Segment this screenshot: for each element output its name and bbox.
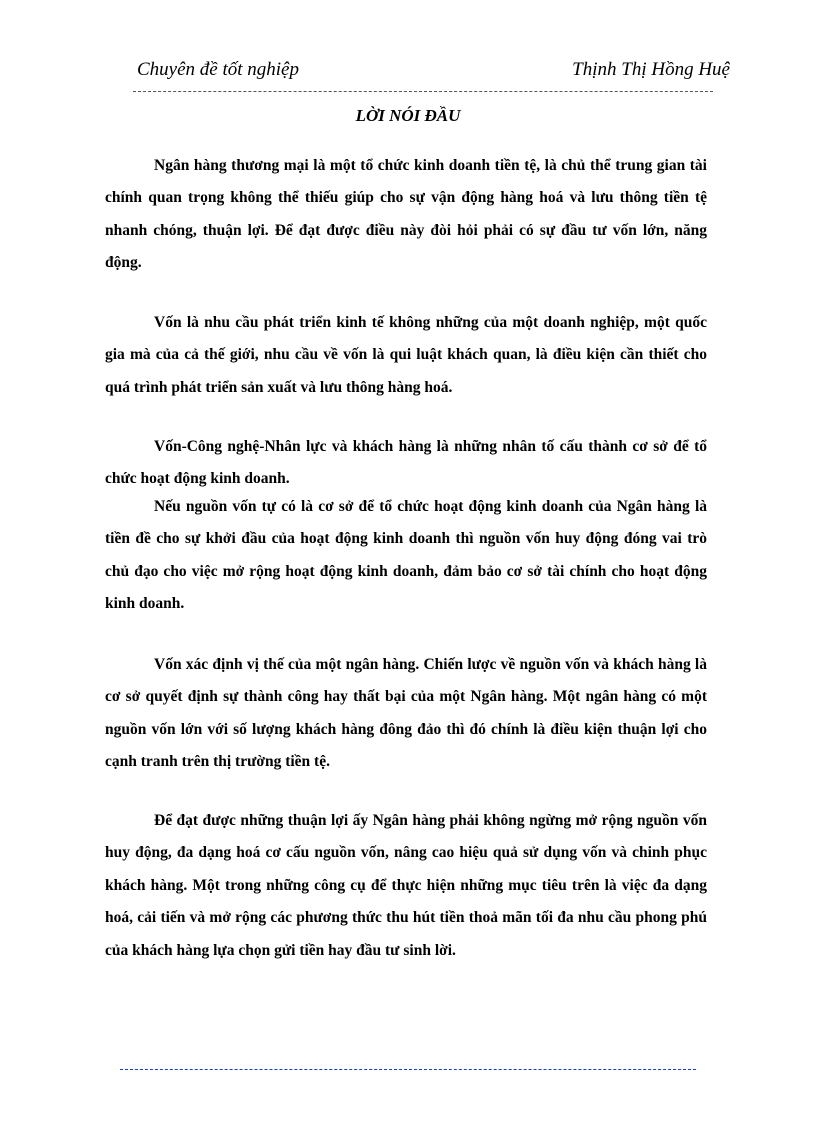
footer-divider bbox=[120, 1069, 696, 1070]
paragraph-3: Vốn-Công nghệ-Nhân lực và khách hàng là những nhân tố cấu thành cơ sở để tổ chức hoạt động kinh doanh. bbox=[105, 438, 707, 488]
paragraph-6: Để đạt được những thuận lợi ấy Ngân hàng phải không ngừng mở rộng nguồn vốn huy động, đa dạng hoá cơ cấu nguồn vốn, nâng cao hiệu quả sử dụng vốn và chinh phục khách hàng. Một trong những công cụ để thực hiện những mục tiêu trên là việc đa dạng hoá, cải tiến và mở rộng các phương thức thu hút tiền thoả mãn tối đa nhu cầu phong phú của khách hàng lựa chọn gửi tiền hay đầu tư sinh lời. bbox=[105, 812, 707, 959]
paragraph-4: Nếu nguồn vốn tự có là cơ sở để tổ chức hoạt động kinh doanh của Ngân hàng là tiền đề cho sự khởi đầu của hoạt động kinh doanh thì nguồn vốn huy động đóng vai trò chủ đạo cho việc mở rộng hoạt động kinh doanh, đảm bảo cơ sở tài chính cho hoạt động kinh doanh. bbox=[105, 498, 707, 613]
paragraph-1: Ngân hàng thương mại là một tổ chức kinh doanh tiền tệ, là chủ thể trung gian tài chính quan trọng không thể thiếu giúp cho sự vận động hàng hoá và lưu thông tiền tệ nhanh chóng, thuận lợi. Để đạt được điều này đòi hỏi phải có sự đầu tư vốn lớn, năng động. bbox=[105, 157, 707, 272]
header-divider bbox=[133, 91, 713, 92]
page-title: LỜI NÓI ĐẦU bbox=[355, 106, 461, 125]
paragraph-5: Vốn xác định vị thế của một ngân hàng. Chiến lược về nguồn vốn và khách hàng là cơ sở quyết định sự thành công hay thất bại của một Ngân hàng. Một ngân hàng có một nguồn vốn lớn với số lượng khách hàng đông đảo thì đó chính là điều kiện thuận lợi cho cạnh tranh trên thị trường tiền tệ. bbox=[105, 656, 707, 771]
paragraph-2: Vốn là nhu cầu phát triển kinh tế không những của một doanh nghiệp, một quốc gia mà của cả thế giới, nhu cầu về vốn là qui luật khách quan, là điều kiện cần thiết cho quá trình phát triển sản xuất và lưu thông hàng hoá. bbox=[105, 314, 707, 396]
header-document-type: Chuyên đề tốt nghiệp bbox=[137, 59, 299, 80]
header-author-name: Thịnh Thị Hồng Huệ bbox=[572, 59, 730, 80]
